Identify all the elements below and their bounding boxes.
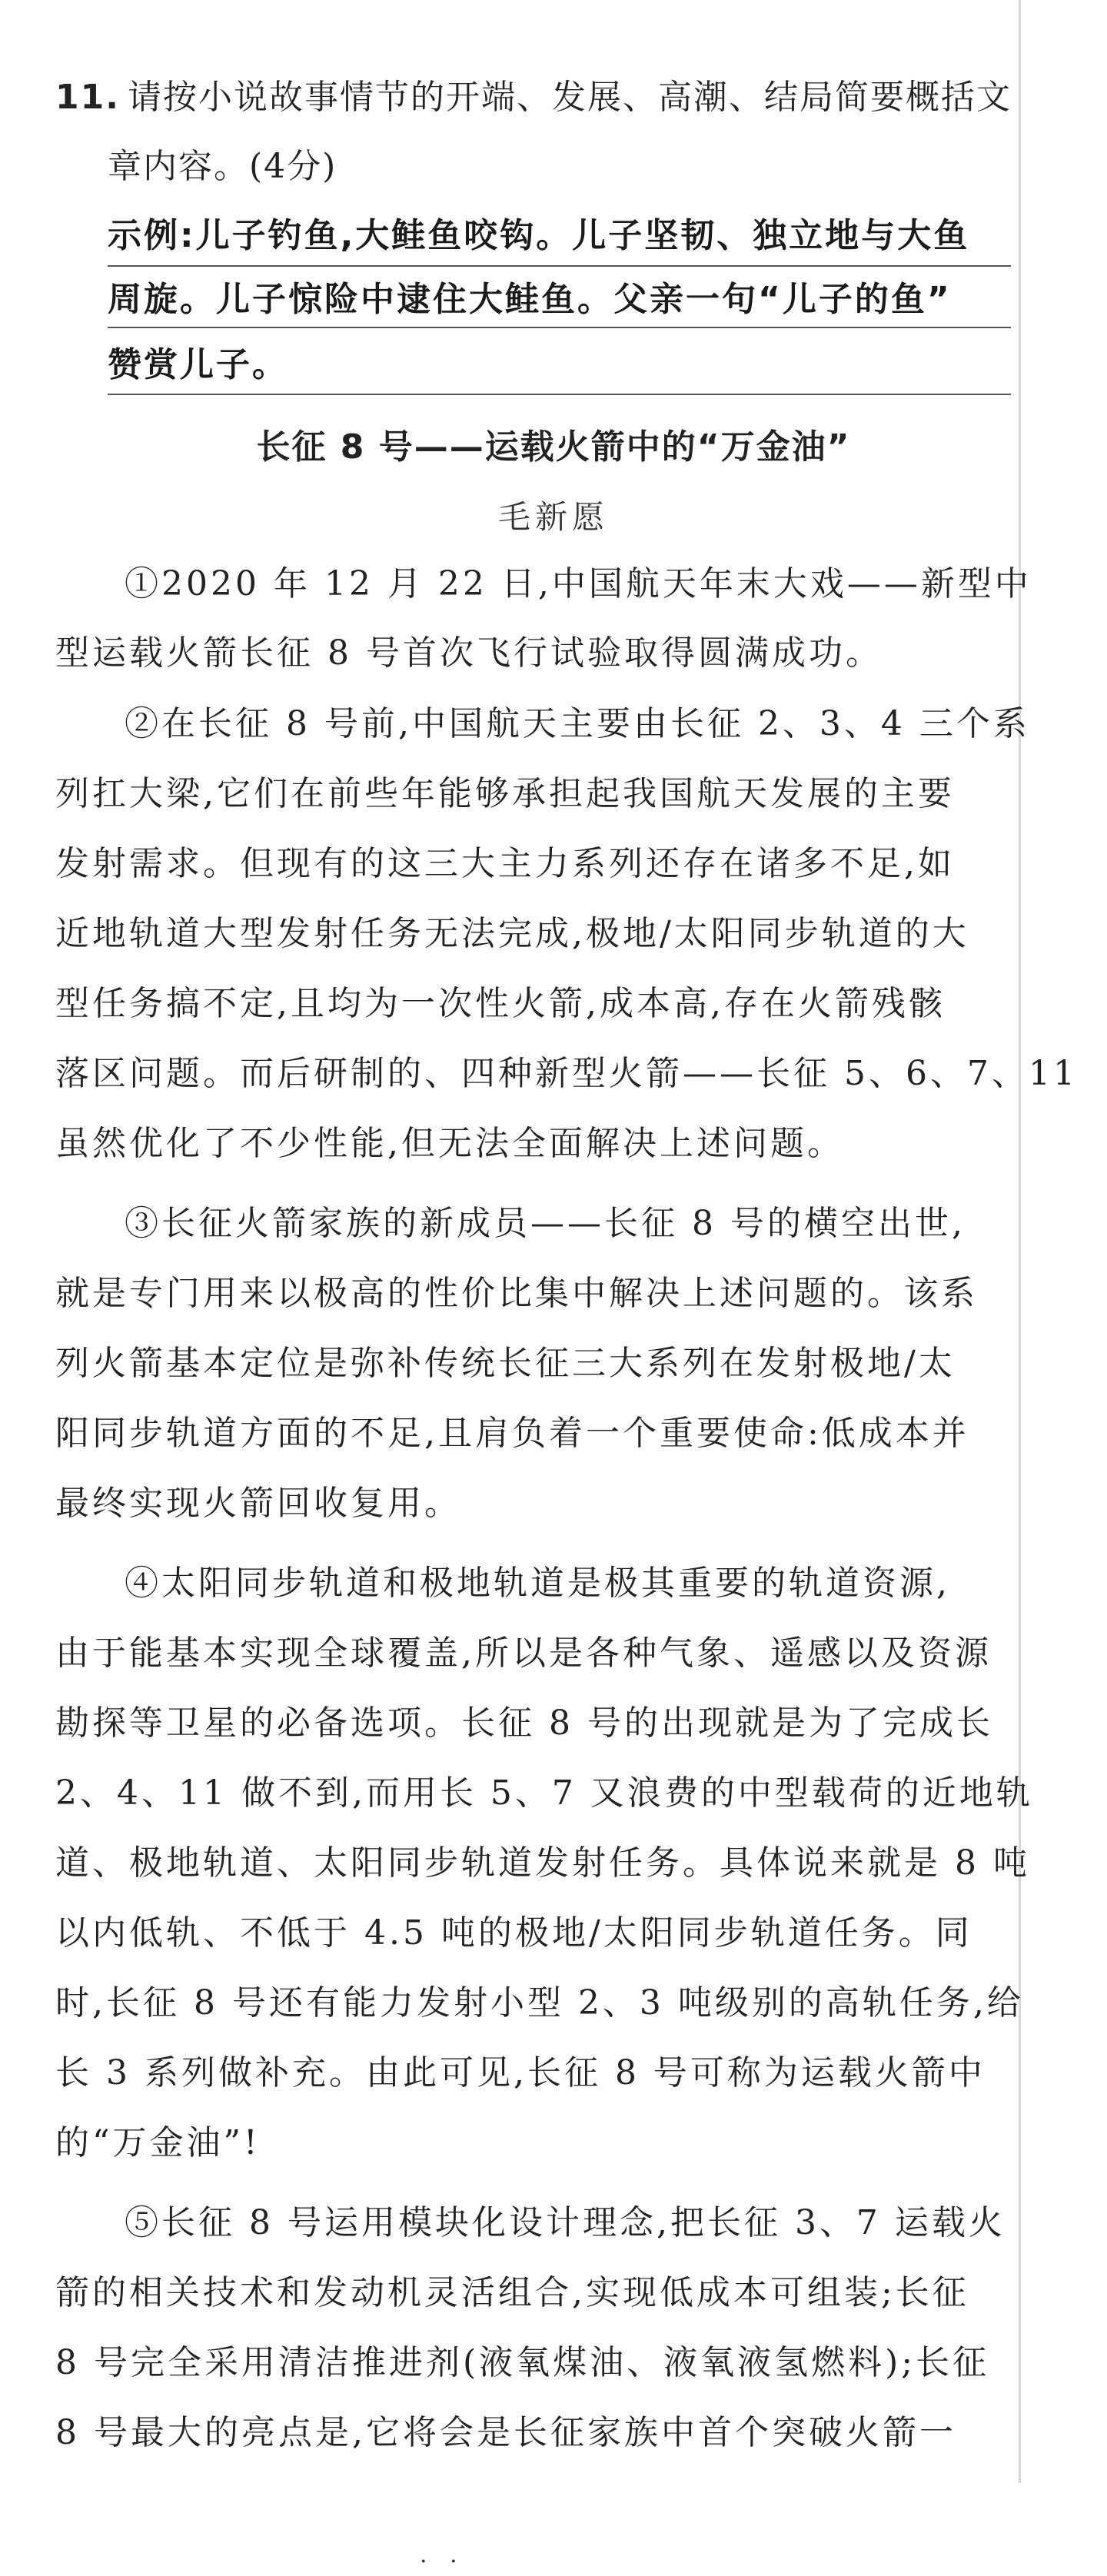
body-line: 最终实现火箭回收复用。 — [55, 1484, 461, 1523]
question-text-1: 请按小说故事情节的开端、发展、高潮、结局简要概括文 — [127, 78, 1012, 117]
article-author: 毛新愿 — [497, 498, 609, 536]
body-line: 型运载火箭长征 8 号首次飞行试验取得圆满成功。 — [55, 633, 883, 673]
body-line: 虽然优化了不少性能,但无法全面解决上述问题。 — [55, 1124, 844, 1163]
page-margin-line — [1019, 0, 1021, 2483]
body-line: 列火箭基本定位是弥补传统长征三大系列在发射极地/太 — [55, 1344, 956, 1383]
body-line: 8 号最大的亮点是,它将会是长征家族中首个突破火箭一 — [55, 2413, 956, 2452]
body-line: 近地轨道大型发射任务无法完成,极地/太阳同步轨道的大 — [55, 914, 969, 953]
question-line-1 — [55, 75, 1012, 121]
question-text-2: 章内容。(4分) — [108, 147, 337, 186]
body-line: ②在长征 8 号前,中国航天主要由长征 2、3、4 三个系 — [125, 704, 1030, 743]
body-line: 2、4、11 做不到,而用长 5、7 又浪费的中型载荷的近地轨 — [55, 1773, 1033, 1813]
body-line: 的“万金油”! — [55, 2123, 261, 2162]
question-line-2 — [108, 144, 337, 190]
question-number: 11. — [55, 78, 120, 117]
body-line: 长 3 系列做补充。由此可见,长征 8 号可称为运载火箭中 — [55, 2053, 986, 2092]
body-line: 道、极地轨道、太阳同步轨道发射任务。具体说来就是 8 吨 — [55, 1843, 1030, 1883]
body-line: 型任务搞不定,且均为一次性火箭,成本高,存在火箭残骸 — [55, 984, 946, 1023]
answer-line-3: 赞赏儿子。 — [108, 345, 288, 384]
answer-rule-2 — [108, 327, 1011, 328]
body-line: ④太阳同步轨道和极地轨道是极其重要的轨道资源, — [125, 1564, 950, 1603]
body-line: ①2020 年 12 月 22 日,中国航天年末大戏——新型中 — [125, 564, 1032, 603]
answer-line-1: 示例:儿子钓鱼,大鲑鱼咬钩。儿子坚韧、独立地与大鱼 — [108, 216, 970, 255]
body-line: ③长征火箭家族的新成员——长征 8 号的横空出世, — [125, 1204, 966, 1243]
body-line: ⑤长征 8 号运用模块化设计理念,把长征 3、7 运载火 — [125, 2203, 1006, 2242]
body-line: 8 号完全采用清洁推进剂(液氧煤油、液氧液氢燃料);长征 — [55, 2343, 990, 2382]
answer-rule-1 — [108, 265, 1011, 267]
body-line: 阳同步轨道方面的不足,且肩负着一个重要使命:低成本并 — [55, 1414, 969, 1453]
body-line: 发射需求。但现有的这三大主力系列还存在诸多不足,如 — [55, 844, 955, 883]
body-line: 落区问题。而后研制的、四种新型火箭——长征 5、6、7、11 — [55, 1054, 1078, 1093]
answer-rule-3 — [108, 394, 1011, 395]
body-line: 箭的相关技术和发动机灵活组合,实现低成本可组装;长征 — [55, 2273, 969, 2312]
body-line: 勘探等卫星的必备选项。长征 8 号的出现就是为了完成长 — [55, 1703, 993, 1743]
body-line: 以内低轨、不低于 4.5 吨的极地/太阳同步轨道任务。同 — [55, 1913, 972, 1953]
body-line: 时,长征 8 号还有能力发射小型 2、3 吨级别的高轨任务,给 — [55, 1983, 1024, 2023]
page-footer-dots: · · — [420, 2548, 465, 2575]
answer-line-2: 周旋。儿子惊险中逮住大鲑鱼。父亲一句“儿子的鱼” — [108, 280, 952, 319]
article-title: 长征 8 号——运载火箭中的“万金油” — [256, 427, 851, 467]
body-line: 列扛大梁,它们在前些年能够承担起我国航天发展的主要 — [55, 774, 955, 813]
body-line: 就是专门用来以极高的性价比集中解决上述问题的。该系 — [55, 1274, 978, 1313]
body-line: 由于能基本实现全球覆盖,所以是各种气象、遥感以及资源 — [55, 1634, 992, 1673]
